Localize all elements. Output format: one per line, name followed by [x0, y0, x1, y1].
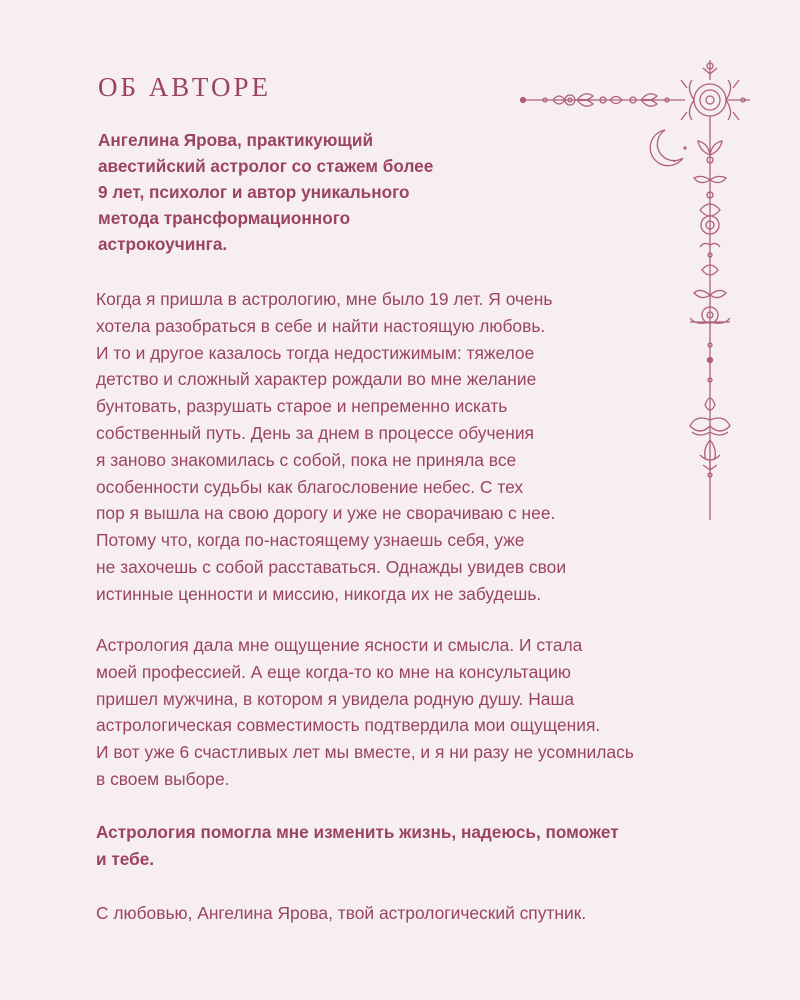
text-line: астрологическая совместимость подтвердила мои ощущения.: [96, 715, 601, 736]
text-line: пор я вышла на свою дорогу и уже не сворачиваю с нее.: [96, 503, 556, 524]
page-title: ОБ АВТОРЕ: [98, 72, 272, 102]
text-line: Астрология помогла мне изменить жизнь, надеюсь, поможет: [96, 822, 619, 842]
text-line: хотела разобраться в себе и найти настоящую любовь.: [96, 315, 546, 336]
text-line: И то и другое казалось тогда недостижимым: тяжелое: [96, 342, 535, 363]
text-line: пришел мужчина, в котором я увидела родную душу. Наша: [96, 688, 575, 709]
text-line: я заново знакомилась с собой, пока не приняла все: [96, 449, 517, 470]
text-line: Когда я пришла в астрологию, мне было 19 лет. Я очень: [96, 289, 553, 309]
text-line: И вот уже 6 счастливых лет мы вместе, и я ни разу не усомнилась: [96, 742, 634, 763]
text-line: и тебе.: [96, 848, 155, 869]
lead-paragraph: [98, 127, 528, 257]
text-line: Потому что, когда по-настоящему узнаешь себя, уже: [96, 530, 525, 551]
lead-line: авестийский астролог со стажем более: [98, 156, 434, 176]
body-paragraph-2: [96, 632, 756, 793]
text-line: особенности судьбы как благословение небес. С тех: [96, 476, 524, 497]
text-line: собственный путь. День за днем в процессе обучения: [96, 422, 534, 443]
text-line: моей профессией. А еще когда-то ко мне на консультацию: [96, 661, 571, 682]
text-line: детство и сложный характер рождали во мне желание: [96, 369, 537, 390]
bold-statement: [96, 819, 736, 873]
text-line: бунтовать, разрушать старое и непременно искать: [96, 396, 508, 417]
text-line: в своем выборе.: [96, 768, 230, 789]
lead-line: астрокоучинга.: [98, 234, 228, 254]
lead-line: 9 лет, психолог и автор уникального: [98, 182, 410, 202]
text-line: истинные ценности и миссию, никогда их не забудешь.: [96, 583, 542, 604]
text-line: Астрология дала мне ощущение ясности и смысла. И стала: [96, 635, 583, 655]
lead-line: Ангелина Ярова, практикующий: [98, 130, 374, 150]
signature-line: С любовью, Ангелина Ярова, твой астрологический спутник.: [96, 903, 587, 923]
floral-corner-ornament-icon: [515, 60, 755, 530]
lead-line: метода трансформационного: [98, 208, 351, 228]
text-line: не захочешь с собой расставаться. Однажды увидев свои: [96, 556, 567, 577]
